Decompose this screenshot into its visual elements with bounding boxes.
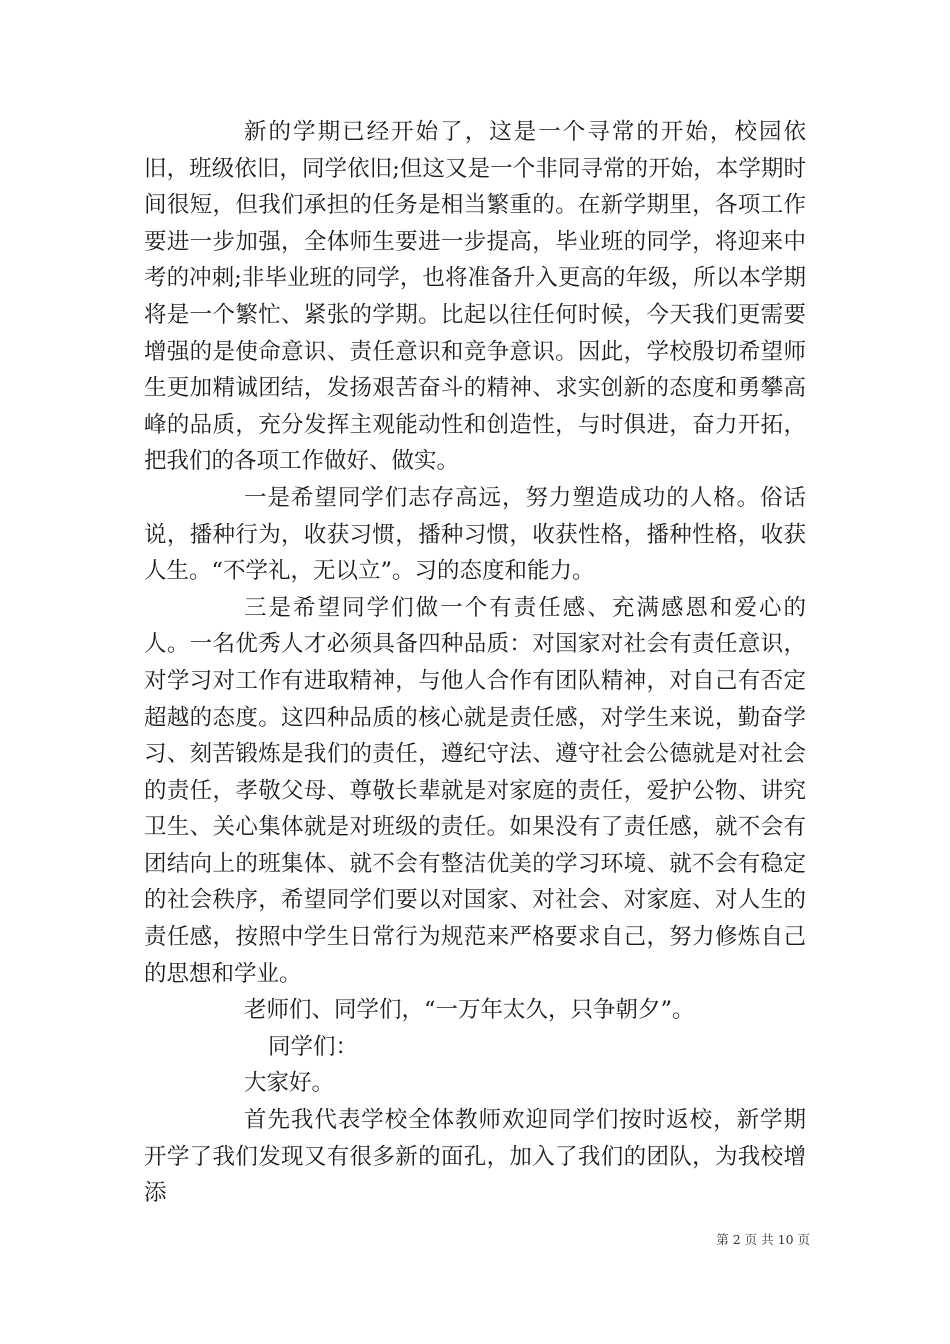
greeting: 大家好。 [244,1070,335,1097]
paragraph-ambition: 一是希望同学们志存高远，努力塑造成功的人格。俗话说，播种行为，收获习惯，播种习惯，收获性格，播种性格，收获人生。“不学礼，无以立”。习的态度和能力。 [144,484,806,585]
paragraph-welcome: 首先我代表学校全体教师欢迎同学们按时返校，新学期开学了我们发现又有很多新的面孔，加入了我们的团队，为我校增添 [144,1107,806,1207]
salutation: 同学们： [268,1033,359,1060]
paragraph-new-semester: 新的学期已经开始了，这是一个寻常的开始，校园依旧，班级依旧，同学依旧;但这又是一个非同寻常的开始，本学期时间很短，但我们承担的任务是相当繁重的。在新学期里，各项工作要进一步加强，全体师生要进一步提高，毕业班的同学，将迎来中考的冲刺;非毕业班的同学，也将准备升入更高的年级，所以本学期将是一个繁忙、紧张的学期。比起以往任何时候，今天我们更需要增强的是使命意识、责任意识和竞争意识。因此，学校殷切希望师生更加精诚团结，发扬艰苦奋斗的精神、求实创新的态度和勇攀高峰的品质，充分发挥主观能动性和创造性，与时俱进，奋力开拓，把我们的各项工作做好、做实。 [144,119,806,475]
paragraph-responsibility: 三是希望同学们做一个有责任感、充满感恩和爱心的人。一名优秀人才必须具备四种品质：对国家对社会有责任意识，对学习对工作有进取精神，与他人合作有团队精神，对自己有否定超越的态度。这四种品质的核心就是责任感，对学生来说，勤奋学习、刻苦锻炼是我们的责任，遵纪守法、遵守社会公德就是对社会的责任，孝敬父母、尊敬长辈就是对家庭的责任，爱护公物、讲究卫生、关心集体就是对班级的责任。如果没有了责任感，就不会有团结向上的班集体、就不会有整洁优美的学习环境、就不会有稳定的社会秩序，希望同学们要以对国家、对社会、对家庭、对人生的责任感，按照中学生日常行为规范来严格要求自己，努力修炼自己的思想和学业。 [144,594,806,987]
paragraph-closing-quote: 老师们、同学们，“一万年太久，只争朝夕”。 [244,997,695,1024]
page-number-footer: 第 2 页 共 10 页 [716,1232,810,1247]
document-body [144,114,806,1212]
